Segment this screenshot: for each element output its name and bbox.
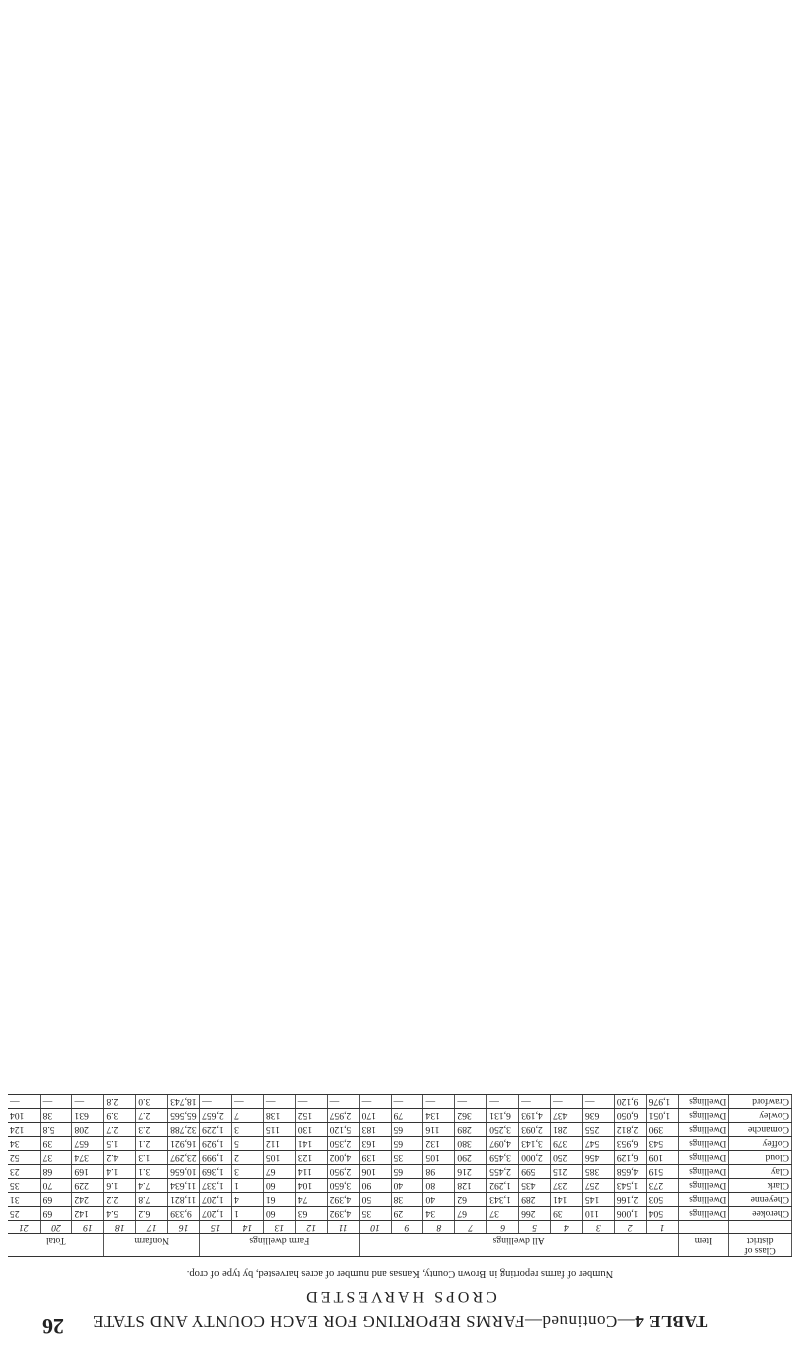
table-cell: 1,999	[200, 1151, 232, 1165]
table-cell: 31	[8, 1193, 40, 1207]
table-cell: 6,050	[614, 1109, 646, 1123]
row-label: Dwellings	[678, 1109, 729, 1123]
table-cell: 266	[519, 1207, 551, 1221]
table-cell: —	[40, 1095, 72, 1109]
table-cell: —	[327, 1095, 359, 1109]
row-label: Dwellings	[678, 1193, 729, 1207]
county-name: Crawford	[729, 1095, 792, 1109]
table-cell: 3.0	[136, 1095, 168, 1109]
table-cell: 4,193	[519, 1109, 551, 1123]
row-label: Dwellings	[678, 1151, 729, 1165]
table-cell: 65,565	[168, 1109, 200, 1123]
table-cell: 39	[551, 1207, 583, 1221]
table-cell: 34	[423, 1207, 455, 1221]
table-cell: 657	[72, 1137, 104, 1151]
table-cell: 7.4	[136, 1179, 168, 1193]
header-nonfarm: Nonfarm	[104, 1234, 200, 1257]
table-cell: 2,950	[327, 1165, 359, 1179]
table-cell: 1,543	[614, 1179, 646, 1193]
table-cell: 11,634	[168, 1179, 200, 1193]
table-cell: 39	[40, 1137, 72, 1151]
table-cell: 3,459	[487, 1151, 519, 1165]
table-cell: 1,343	[487, 1193, 519, 1207]
table-cell: 2,093	[519, 1123, 551, 1137]
table-cell: 7	[232, 1109, 264, 1123]
table-cell: 2.2	[104, 1193, 136, 1207]
table-cell: —	[519, 1095, 551, 1109]
county-name: Cloud	[729, 1151, 792, 1165]
table-cell: 139	[359, 1151, 391, 1165]
column-number: 7	[455, 1221, 487, 1234]
table-cell: 1,207	[200, 1207, 232, 1221]
table-cell: 69	[40, 1193, 72, 1207]
table-cell: 1,229	[200, 1123, 232, 1137]
table-cell: 2.7	[136, 1109, 168, 1123]
table-cell: 631	[72, 1109, 104, 1123]
table-row	[8, 1109, 792, 1123]
header-county: Class of district	[729, 1234, 792, 1257]
table-cell: 437	[551, 1109, 583, 1123]
table-cell: 5	[232, 1137, 264, 1151]
table-cell: 141	[295, 1137, 327, 1151]
table-cell: 67	[455, 1207, 487, 1221]
table-cell: 169	[72, 1165, 104, 1179]
table-cell: 3,250	[487, 1123, 519, 1137]
column-number: 8	[423, 1221, 455, 1234]
table-cell: 65	[391, 1123, 423, 1137]
table-cell: 3.1	[136, 1165, 168, 1179]
table-cell: 90	[359, 1179, 391, 1193]
header-all: All dwellings	[359, 1234, 678, 1257]
table-cell: —	[8, 1095, 40, 1109]
table-cell: —	[359, 1095, 391, 1109]
column-number: 2	[614, 1221, 646, 1234]
table-cell: 1,976	[646, 1095, 678, 1109]
table-row	[8, 1151, 792, 1165]
table-cell: 543	[646, 1137, 678, 1151]
county-name: Cheyenne	[729, 1193, 792, 1207]
table-cell: 112	[263, 1137, 295, 1151]
table-cell: 1,006	[614, 1207, 646, 1221]
table-cell: 5.8	[40, 1123, 72, 1137]
table-cell: 183	[359, 1123, 391, 1137]
table-cell: 435	[519, 1179, 551, 1193]
table-cell: 116	[423, 1123, 455, 1137]
table-row	[8, 1123, 792, 1137]
column-number: 13	[263, 1221, 295, 1234]
table-cell: 35	[8, 1179, 40, 1193]
header-farm: Farm dwellings	[200, 1234, 360, 1257]
table-cell: 289	[455, 1123, 487, 1137]
table-cell: 2,657	[200, 1109, 232, 1123]
table-cell: 114	[295, 1165, 327, 1179]
table-cell: 79	[391, 1109, 423, 1123]
column-number: 20	[40, 1221, 72, 1234]
table-cell: 60	[263, 1207, 295, 1221]
title-prefix: TABLE 4	[634, 1312, 708, 1331]
table-cell: —	[455, 1095, 487, 1109]
row-label: Dwellings	[678, 1179, 729, 1193]
table-cell: 37	[487, 1207, 519, 1221]
table-cell: 250	[551, 1151, 583, 1165]
table-cell: 2,000	[519, 1151, 551, 1165]
column-number: 18	[104, 1221, 136, 1234]
table-cell: —	[232, 1095, 264, 1109]
table-cell: 6.2	[136, 1207, 168, 1221]
table-note: Number of farms reporting in Brown County, Kansas and number of acres harvested, by type of crop.	[186, 1268, 614, 1279]
table-cell: —	[200, 1095, 232, 1109]
table-cell: 1,337	[200, 1179, 232, 1193]
table-cell: 6,953	[614, 1137, 646, 1151]
table-cell: 104	[8, 1109, 40, 1123]
table-cell: 34	[8, 1137, 40, 1151]
table-cell: 29	[391, 1207, 423, 1221]
county-name: Cowley	[729, 1109, 792, 1123]
table-cell: 547	[582, 1137, 614, 1151]
table-cell: 2.8	[104, 1095, 136, 1109]
table-cell: 124	[8, 1123, 40, 1137]
table-cell: 2.7	[104, 1123, 136, 1137]
table-cell: —	[263, 1095, 295, 1109]
table-cell: 50	[359, 1193, 391, 1207]
title-main: —Continued—FARMS REPORTING FOR EACH COUNTY AND STATE	[92, 1312, 635, 1331]
table-cell: 38	[40, 1109, 72, 1123]
header-total: Total	[8, 1234, 104, 1257]
row-label: Dwellings	[678, 1207, 729, 1221]
table-cell: 4,658	[614, 1165, 646, 1179]
column-number: 9	[391, 1221, 423, 1234]
table-cell: 10,656	[168, 1165, 200, 1179]
page-subtitle: CROPS HARVESTED	[303, 1288, 497, 1305]
table-cell: 123	[295, 1151, 327, 1165]
table-cell: 134	[423, 1109, 455, 1123]
table-cell: 60	[263, 1179, 295, 1193]
row-label: Dwellings	[678, 1137, 729, 1151]
table-cell: 5.4	[104, 1207, 136, 1221]
table-cell: 70	[40, 1179, 72, 1193]
table-cell: 23	[8, 1165, 40, 1179]
table-cell: 11,821	[168, 1193, 200, 1207]
table-cell: 52	[8, 1151, 40, 1165]
column-number-row	[8, 1221, 792, 1234]
table-cell: 32,788	[168, 1123, 200, 1137]
column-number: 6	[487, 1221, 519, 1234]
table-cell: 281	[551, 1123, 583, 1137]
table-cell: —	[423, 1095, 455, 1109]
table-cell: 98	[423, 1165, 455, 1179]
table-cell: 3	[232, 1123, 264, 1137]
table-cell: 69	[40, 1207, 72, 1221]
table-cell: 106	[359, 1165, 391, 1179]
table-cell: 38	[391, 1193, 423, 1207]
table-body	[8, 1095, 792, 1221]
table-cell: 380	[455, 1137, 487, 1151]
table-cell: 40	[423, 1193, 455, 1207]
table-cell: 1.4	[104, 1165, 136, 1179]
table-cell: 4,392	[327, 1207, 359, 1221]
table-cell: —	[582, 1095, 614, 1109]
table-cell: —	[487, 1095, 519, 1109]
table-cell: 37	[40, 1151, 72, 1165]
table-cell: 105	[423, 1151, 455, 1165]
page-title	[10, 1311, 790, 1331]
table-cell: 3,143	[519, 1137, 551, 1151]
table-cell: 163	[359, 1137, 391, 1151]
table-cell: 63	[295, 1207, 327, 1221]
table-cell: 74	[295, 1193, 327, 1207]
table-cell: 519	[646, 1165, 678, 1179]
table-cell: 2.3	[136, 1123, 168, 1137]
table-cell: 6,131	[487, 1109, 519, 1123]
page-number: 26	[42, 1314, 64, 1339]
table-cell: 2,812	[614, 1123, 646, 1137]
table-cell: 105	[263, 1151, 295, 1165]
table-cell: 80	[423, 1179, 455, 1193]
table-cell: 170	[359, 1109, 391, 1123]
table-cell: —	[295, 1095, 327, 1109]
table-cell: 255	[582, 1123, 614, 1137]
header-item: Item	[678, 1234, 729, 1257]
table-cell: 229	[72, 1179, 104, 1193]
header-row	[8, 1234, 792, 1257]
table-cell: 3	[232, 1165, 264, 1179]
table-cell: 4,392	[327, 1193, 359, 1207]
table-cell: 3.9	[104, 1109, 136, 1123]
table-cell: —	[72, 1095, 104, 1109]
table-cell: 2,166	[614, 1193, 646, 1207]
table-cell: 1.5	[104, 1137, 136, 1151]
table-cell: 128	[455, 1179, 487, 1193]
table-cell: —	[391, 1095, 423, 1109]
table-cell: 62	[455, 1193, 487, 1207]
table-cell: 503	[646, 1193, 678, 1207]
table-cell: 35	[391, 1151, 423, 1165]
column-number: 14	[232, 1221, 264, 1234]
county-name: Comanche	[729, 1123, 792, 1137]
table-cell: 6,129	[614, 1151, 646, 1165]
table-cell: 35	[359, 1207, 391, 1221]
table-cell: 456	[582, 1151, 614, 1165]
column-number: 15	[200, 1221, 232, 1234]
column-number: 3	[582, 1221, 614, 1234]
table-cell: 25	[8, 1207, 40, 1221]
table-cell: 385	[582, 1165, 614, 1179]
table-row	[8, 1095, 792, 1109]
table-cell: 242	[72, 1193, 104, 1207]
row-label: Dwellings	[678, 1165, 729, 1179]
table-cell: 257	[582, 1179, 614, 1193]
table-cell: 132	[423, 1137, 455, 1151]
table-cell: 216	[455, 1165, 487, 1179]
column-number: 16	[168, 1221, 200, 1234]
table-cell: 2	[232, 1151, 264, 1165]
table-cell: 374	[72, 1151, 104, 1165]
table-cell: 215	[551, 1165, 583, 1179]
table-cell: 2.1	[136, 1137, 168, 1151]
table-cell: 208	[72, 1123, 104, 1137]
table-cell: 362	[455, 1109, 487, 1123]
table-cell: 290	[455, 1151, 487, 1165]
column-number: 12	[295, 1221, 327, 1234]
table-cell: 237	[551, 1179, 583, 1193]
table-cell: 4,002	[327, 1151, 359, 1165]
table-cell: 1,292	[487, 1179, 519, 1193]
table-cell: 115	[263, 1123, 295, 1137]
table-cell: 5,120	[327, 1123, 359, 1137]
table-cell: 152	[295, 1109, 327, 1123]
table-cell: 2,957	[327, 1109, 359, 1123]
table-cell: 379	[551, 1137, 583, 1151]
table-cell: 23,297	[168, 1151, 200, 1165]
table-cell: 1,207	[200, 1193, 232, 1207]
column-number: 4	[551, 1221, 583, 1234]
table-cell: 1.3	[136, 1151, 168, 1165]
row-label: Dwellings	[678, 1095, 729, 1109]
table-cell: 289	[519, 1193, 551, 1207]
table-cell: 1,369	[200, 1165, 232, 1179]
county-name: Clay	[729, 1165, 792, 1179]
column-number: 17	[136, 1221, 168, 1234]
column-number: 21	[8, 1221, 40, 1234]
column-number: 10	[359, 1221, 391, 1234]
county-name: Cherokee	[729, 1207, 792, 1221]
table-cell: 130	[295, 1123, 327, 1137]
table-cell: 145	[582, 1193, 614, 1207]
table-cell: 138	[263, 1109, 295, 1123]
data-table	[8, 1094, 792, 1257]
table-cell: 9,339	[168, 1207, 200, 1221]
table-cell: 4,097	[487, 1137, 519, 1151]
table-row	[8, 1179, 792, 1193]
table-cell: 1,051	[646, 1109, 678, 1123]
table-cell: 4.2	[104, 1151, 136, 1165]
table-cell: 67	[263, 1165, 295, 1179]
table-cell: 40	[391, 1179, 423, 1193]
table-cell: 1	[232, 1207, 264, 1221]
county-name: Clark	[729, 1179, 792, 1193]
table-cell: —	[551, 1095, 583, 1109]
table-cell: 1.6	[104, 1179, 136, 1193]
table-cell: 141	[551, 1193, 583, 1207]
table-cell: 142	[72, 1207, 104, 1221]
table-cell: 1	[232, 1179, 264, 1193]
column-number: 1	[646, 1221, 678, 1234]
table-cell: 18,743	[168, 1095, 200, 1109]
table-cell: 504	[646, 1207, 678, 1221]
column-number: 5	[519, 1221, 551, 1234]
table-cell: 273	[646, 1179, 678, 1193]
table-cell: 110	[582, 1207, 614, 1221]
table-cell: 599	[519, 1165, 551, 1179]
row-label: Dwellings	[678, 1123, 729, 1137]
table-cell: 2,455	[487, 1165, 519, 1179]
table-cell: 2,350	[327, 1137, 359, 1151]
table-cell: 1,929	[200, 1137, 232, 1151]
column-number: 11	[327, 1221, 359, 1234]
county-name: Coffey	[729, 1137, 792, 1151]
table-cell: 65	[391, 1137, 423, 1151]
table-cell: 3,650	[327, 1179, 359, 1193]
table-cell: 390	[646, 1123, 678, 1137]
table-row	[8, 1165, 792, 1179]
table-row	[8, 1193, 792, 1207]
table-row	[8, 1137, 792, 1151]
column-number: 19	[72, 1221, 104, 1234]
table-cell: 4	[232, 1193, 264, 1207]
table-row	[8, 1207, 792, 1221]
table-cell: 104	[295, 1179, 327, 1193]
table-cell: 68	[40, 1165, 72, 1179]
table-cell: 636	[582, 1109, 614, 1123]
table-cell: 16,921	[168, 1137, 200, 1151]
table-cell: 61	[263, 1193, 295, 1207]
table-cell: 7.8	[136, 1193, 168, 1207]
table-cell: 9,120	[614, 1095, 646, 1109]
table-cell: 65	[391, 1165, 423, 1179]
table-cell: 109	[646, 1151, 678, 1165]
